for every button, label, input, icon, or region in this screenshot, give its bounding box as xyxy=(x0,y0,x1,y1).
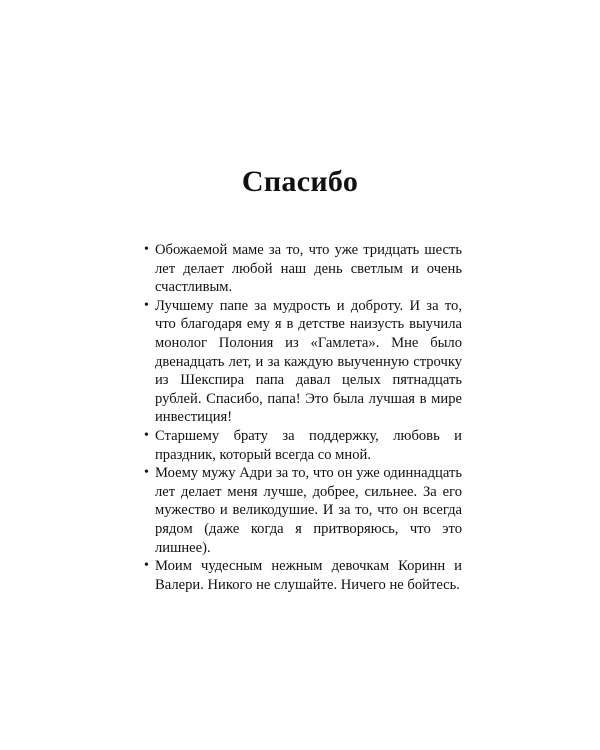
list-item-text: Обожаемой маме за то, что уже тридцать шесть лет делает любой наш день светлым и очень счастливым. xyxy=(155,242,462,296)
list-item-text: Моему мужу Адри за то, что он уже одиннадцать лет делает меня лучше, добрее, сильнее. За его мужество и великодушие. И за то, что он всегда рядом (даже когда я притворяюсь, что это лишнее). xyxy=(155,465,462,556)
list-item xyxy=(144,427,462,464)
list-item-text: Моим чудесным нежным девочкам Коринн и Валери. Никого не слушайте. Ничего не бойтесь. xyxy=(155,558,462,593)
bullet-mark: • xyxy=(144,242,149,257)
list-item-text: Лучшему папе за мудрость и доброту. И за то, что благодаря ему я в детстве наизусть выучила монолог Полония из «Гамлета». Мне было двенадцать лет, и за каждую выученную строчку из Шекспира папа давал целых пятнадцать рублей. Спасибо, папа! Это была лучшая в мире инвестиция! xyxy=(155,297,462,426)
list-item-text: Старшему брату за поддержку, любовь и праздник, который всегда со мной. xyxy=(155,427,462,463)
list-item xyxy=(144,464,462,557)
bullet-mark: • xyxy=(144,297,149,313)
bullet-mark: • xyxy=(144,558,149,574)
page-title: Спасибо xyxy=(241,165,359,198)
list-item xyxy=(144,557,462,594)
list-item xyxy=(144,241,462,297)
list-item xyxy=(144,297,462,427)
bullet-mark: • xyxy=(144,427,149,443)
bullet-mark: • xyxy=(144,465,149,481)
acknowledgements-list xyxy=(144,241,462,594)
